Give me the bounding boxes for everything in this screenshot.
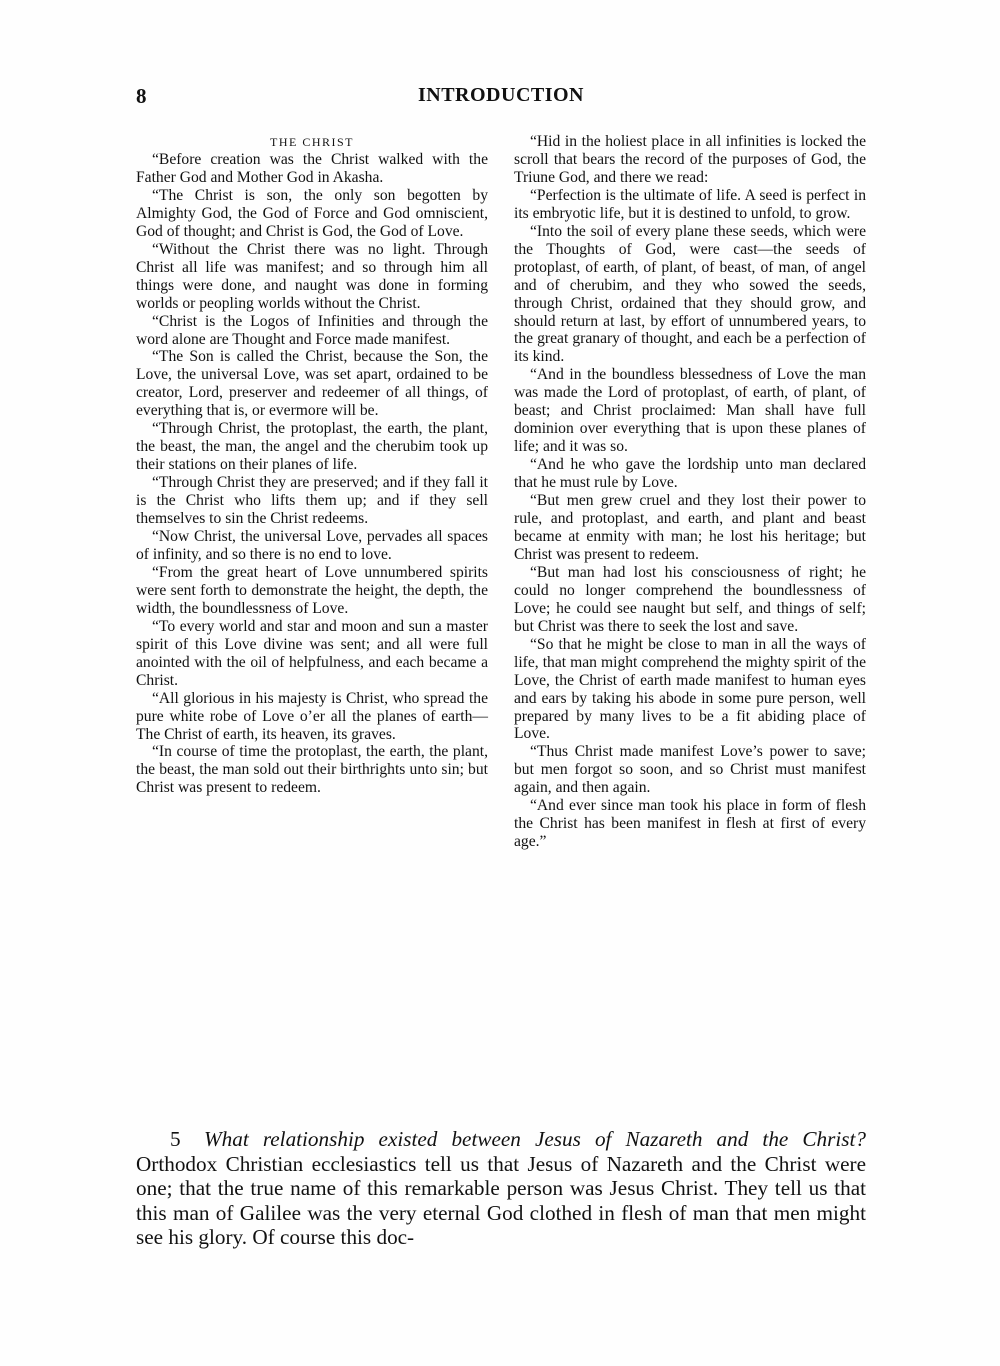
paragraph: “Before creation was the Christ walked with the Father God and Mother God in Akasha. (136, 151, 488, 186)
running-head: INTRODUCTION (417, 84, 585, 106)
paragraph: “Now Christ, the universal Love, pervades all spaces of infinity, and so there is no end to love. (136, 528, 488, 563)
page-header (136, 84, 866, 110)
paragraph: “And ever since man took his place in form of flesh the Christ has been manifest in flesh at first of every age.” (514, 797, 866, 851)
question-text: What relationship existed between Jesus of Nazareth and the Christ? (204, 1127, 866, 1151)
paragraph: “And in the boundless blessedness of Love the man was made the Lord of protoplast, of earth, of plant, of beast; and Christ proclaimed: Man shall have full dominion over everything that is upon these planes of life; and it was so. (514, 366, 866, 456)
paragraph: “But men grew cruel and they lost their power to rule, and protoplast, and earth, and plant and beast became at enmity with man; he lost his heritage; but Christ was present to redeem. (514, 492, 866, 563)
paragraph: “Without the Christ there was no light. Through Christ all life was manifest; and so through him all things were done, and naught was done in forming worlds or peopling worlds without the Christ. (136, 240, 488, 312)
paragraph: “In course of time the protoplast, the earth, the plant, the beast, the man sold out their birthrights unto sin; but Christ was present to redeem. (136, 743, 488, 797)
page-number: 8 (136, 84, 147, 108)
paragraph: “Christ is the Logos of Infinities and through the word alone are Thought and Force made manifest. (136, 312, 488, 348)
paragraph: “From the great heart of Love unnumbered spirits were sent forth to demonstrate the height, the depth, the width, the boundlessness of Love. (136, 563, 488, 617)
question-paragraph (136, 1127, 866, 1250)
paragraph: “All glorious in his majesty is Christ, who spread the pure white robe of Love o’er all the planes of earth— The Christ of earth, its heaven, its graves. (136, 689, 488, 743)
paragraph: “Through Christ, the protoplast, the earth, the plant, the beast, the man, the angel and the cherubim took up their stations on their planes of life. (136, 420, 488, 474)
section-title: THE CHRIST (270, 135, 354, 149)
paragraph: “Through Christ they are preserved; and if they fall it is the Christ who lifts them up; and if they sell themselves to sin the Christ redeems. (136, 474, 488, 528)
paragraph: “Thus Christ made manifest Love’s power to save; but men forgot so soon, and so Christ must manifest again, and then again. (514, 743, 866, 797)
paragraph: “To every world and star and moon and sun a master spirit of this Love divine was sent; and all were full anointed with the oil of helpfulness, and each became a Christ. (136, 617, 488, 689)
question-section (136, 1127, 866, 1250)
paragraph: “So that he might be close to man in all the ways of life, that man might comprehend the mighty spirit of the Love, the Christ of earth made manifest to human eyes and ears by taking his abode in some pure person, well prepared by many lives to be a fit abiding place of Love. (514, 635, 866, 743)
question-number: 5 (170, 1127, 181, 1151)
paragraph: “The Christ is son, the only son begotten by Almighty God, the God of Force and God omniscient, God of thought; and Christ is God, the God of Love. (136, 186, 488, 240)
paragraph: “Into the soil of every plane these seeds, which were the Thoughts of God, were cast—the seeds of protoplast, of earth, of plant, of beast, of man, of angel and of cherubim, and they who sowed the seeds, through Christ, ordained that they should grow, and should return at last, by effort of unnumbered years, to the great granary of thought, and each be a perfection of its kind. (514, 222, 866, 366)
right-column (514, 133, 866, 851)
left-column (136, 133, 488, 797)
paragraph: “Hid in the holiest place in all infinities is locked the scroll that bears the record of the purposes of God, the Triune God, and there we read: (514, 133, 866, 186)
paragraph: “Perfection is the ultimate of life. A seed is perfect in its embryotic life, but it is destined to unfold, to grow. (514, 186, 866, 222)
paragraph: “But man had lost his consciousness of right; he could no longer comprehend the boundlessness of Love; he could see naught but self, and things of self; but Christ was there to seek the lost and save. (514, 563, 866, 635)
paragraph: “And he who gave the lordship unto man declared that he must rule by Love. (514, 456, 866, 492)
paragraph: “The Son is called the Christ, because the Son, the Love, the universal Love, was set apart, ordained to be creator, Lord, preserver and redeemer of all things, of everything that is, or evermore will be. (136, 348, 488, 420)
answer-text: Orthodox Christian ecclesiastics tell us that Jesus of Nazareth and the Christ were one; that the true name of this remarkable person was Jesus Christ. They tell us that this man of Galilee was the very eternal God clothed in flesh of man that men might see his glory. Of course this doc- (136, 1151, 866, 1250)
